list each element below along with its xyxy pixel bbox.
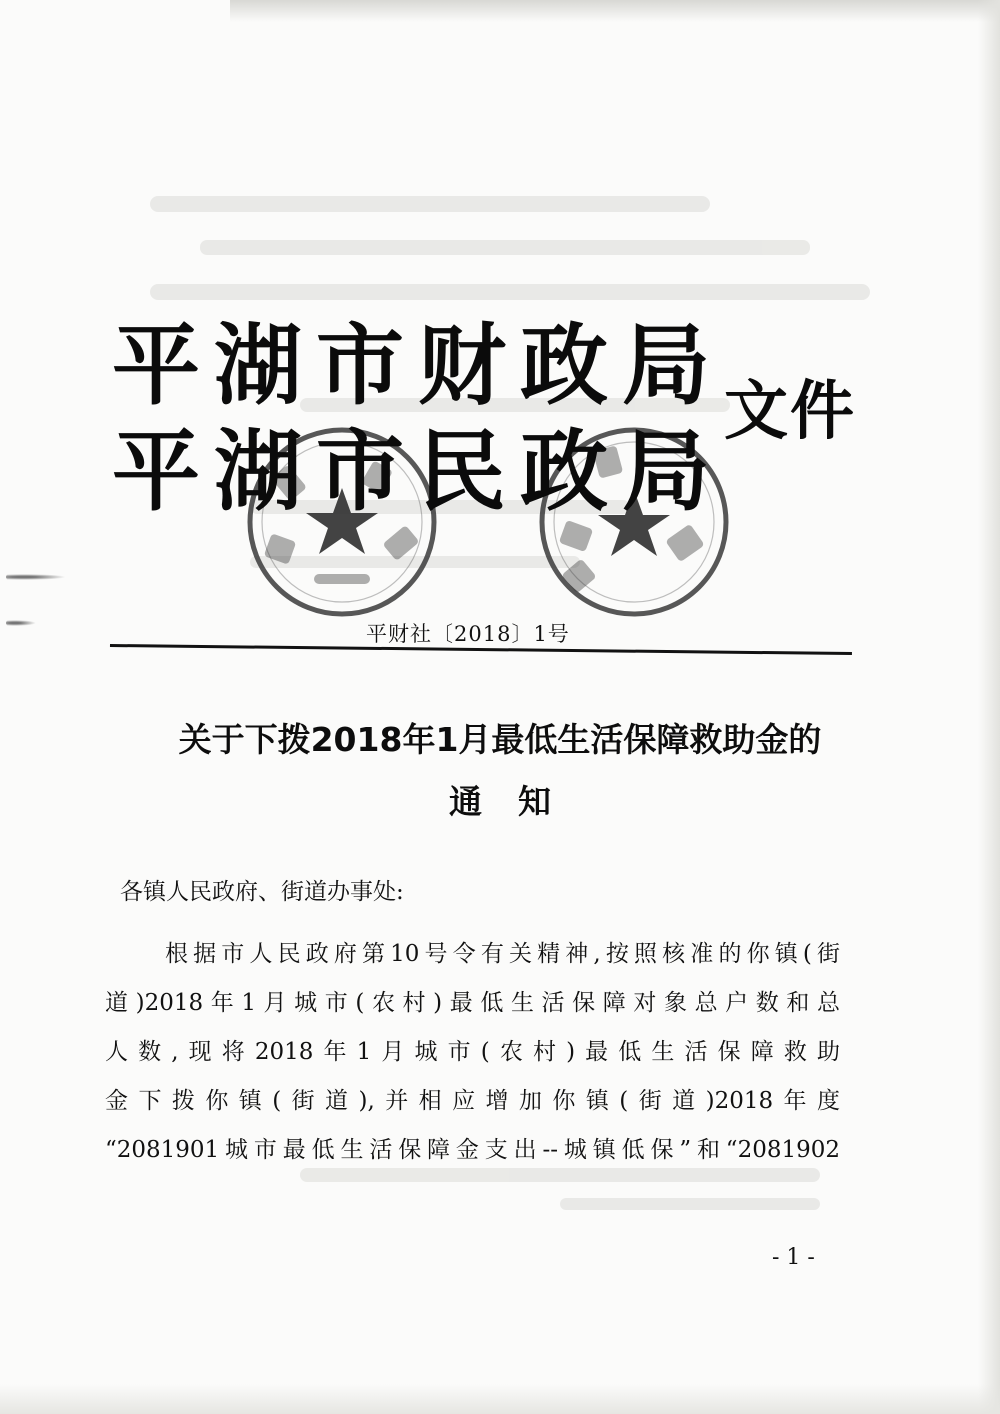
notice-title-line-2: 通知 <box>449 782 587 821</box>
issuer-name-finance-bureau: 平湖市财政局 <box>112 314 725 417</box>
document-label: 文件 <box>724 375 856 449</box>
issuer-name-civil-affairs-bureau: 平湖市民政局 <box>112 420 725 523</box>
body-line: 人数,现将2018年1月城市(农村)最低生活保障救助 <box>105 1039 840 1065</box>
salutation: 各镇人民政府、街道办事处: <box>120 879 404 905</box>
body-line: 根据市人民政府第10号令有关精神,按照核准的你镇(街 <box>165 941 840 967</box>
body-line: 道)2018年1月城市(农村)最低生活保障对象总户数和总 <box>105 990 840 1016</box>
body-line: “2081901城市最低生活保障金支出--城镇低保”和“2081902 <box>105 1137 840 1163</box>
notice-title-line-1: 关于下拨2018年1月最低生活保障救助金的 <box>178 720 822 759</box>
page-number: - 1 - <box>772 1245 815 1270</box>
body-line: 金下拨你镇(街道),并相应增加你镇(街道)2018年度 <box>105 1088 840 1114</box>
document-number: 平财社〔2018〕1号 <box>366 622 570 646</box>
